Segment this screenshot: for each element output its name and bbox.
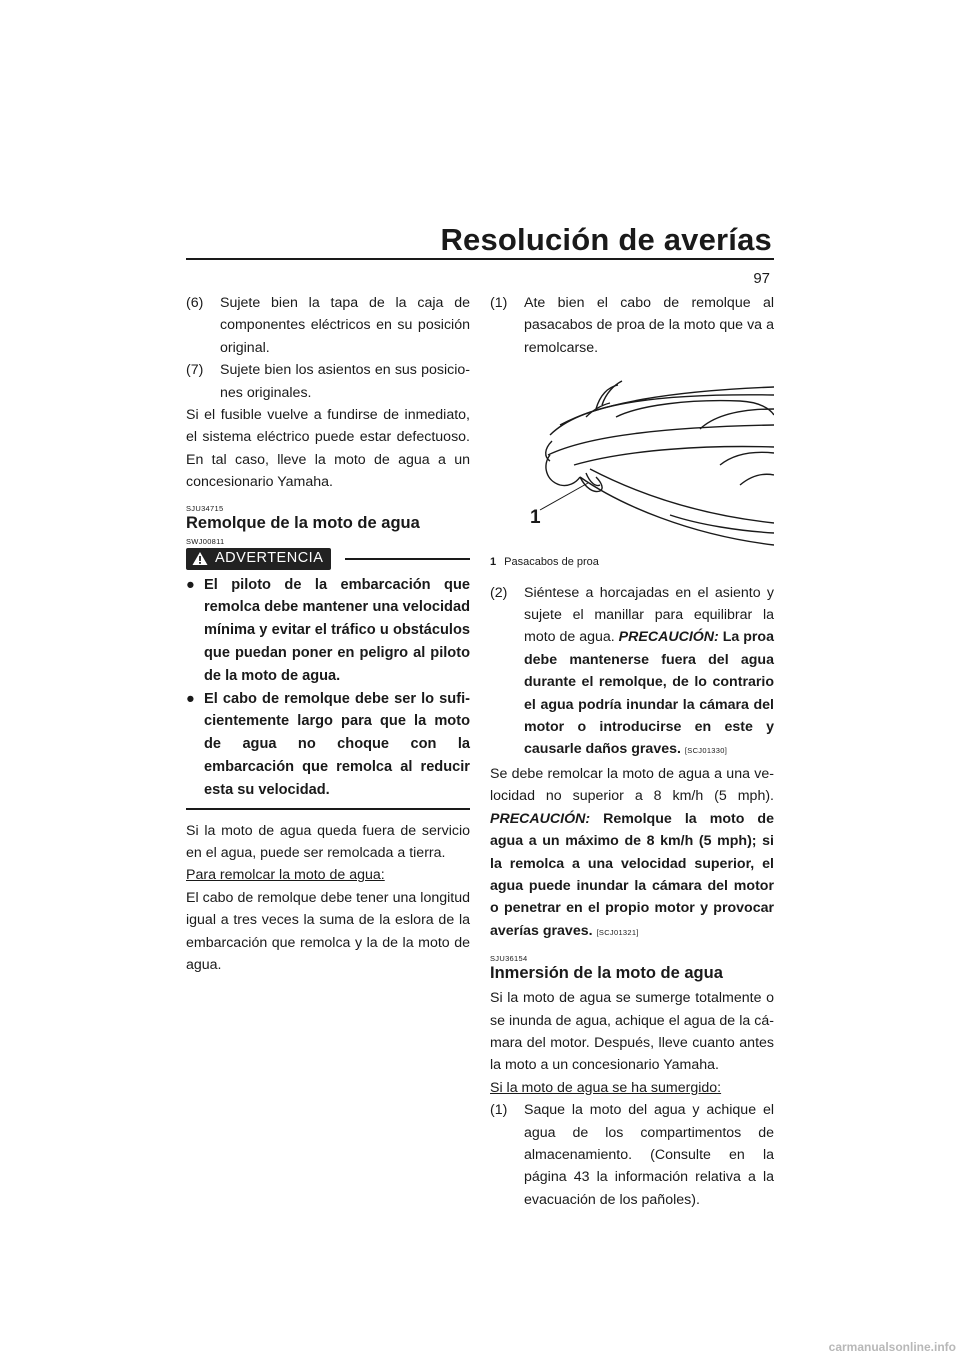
watercraft-bow-illustration <box>490 365 774 551</box>
warning-badge: ADVERTENCIA <box>186 548 331 570</box>
subheading: Si la moto de agua se ha sumergido: <box>490 1079 722 1096</box>
caution-code: [SCJ01321] <box>596 927 639 937</box>
warning-end-rule <box>186 808 470 810</box>
warning-bullet: ● El piloto de la embarcación que remolca debe mantener una velocidad mínima y evitar el tráfico u obstáculos que puedan poner en peligro al piloto de la moto de agua. <box>186 574 470 688</box>
warning-box <box>186 574 470 810</box>
section-heading: Inmersión de la moto de agua <box>490 964 723 983</box>
warning-triangle-icon <box>192 551 208 566</box>
warning-header <box>186 548 470 570</box>
list-item: (1) Saque la moto del agua y achique el agua de los compartimentos de almacenamiento. (Consulte en la página 43 la información relativa a la evacuación de los pañoles). <box>490 1102 774 1208</box>
list-item: (2) Siéntese a horcajadas en el asiento y sujete el manillar para equilibrar la moto de agua. PRECAUCIÓN: La proa debe mantenerse fuera del agua durante el remolque, de lo contrario el agua podría inundar la cámara del motor o introducirse en este y causarle daños graves. [SCJ01330] <box>490 584 774 758</box>
section-code: SJU34715 <box>186 503 224 513</box>
bow-eye-figure <box>490 365 774 551</box>
paragraph: Se debe remolcar la moto de agua a una velocidad no superior a 8 km/h (5 mph). PRECAUCIÓN: Remolque la moto de agua a un máximo de 8 km/h (5 mph); si la remolca a una velocidad superior, el agua puede inundar la cámara del motor o penetrar en el propio motor y provocar averías graves. [SCJ01321] <box>490 765 774 939</box>
list-item: (6) Sujete bien la tapa de la caja de componentes eléctricos en su posición original. <box>186 295 470 356</box>
subheading: Para remolcar la moto de agua: <box>186 867 385 884</box>
bullet-icon: ● <box>186 690 195 707</box>
watermark: carmanualsonline.info <box>828 1340 956 1354</box>
caution-code: [SCJ01330] <box>684 746 728 756</box>
figure-callout: 1 <box>530 507 541 529</box>
section-code: SJU36154 <box>490 954 528 964</box>
bullet-icon: ● <box>186 576 195 593</box>
warning-code: SWJ00811 <box>186 536 225 546</box>
list-item: (7) Sujete bien los asientos en sus posiciones originales. <box>186 362 470 401</box>
list-item: (1) Ate bien el cabo de remolque al pasacabos de proa de la moto que va a remolcarse. <box>490 295 774 356</box>
paragraph: Si el fusible vuelve a fundirse de inmediato, el sistema eléctrico puede estar defectuoso. En tal caso, lleve la moto de agua a un concesionario Yamaha. <box>186 407 470 491</box>
left-column <box>186 292 470 976</box>
caution-label: PRECAUCIÓN: <box>490 810 591 827</box>
paragraph: Si la moto de agua queda fuera de servicio en el agua, puede ser remolcada a tierra. <box>186 822 470 862</box>
warning-rule <box>345 558 470 560</box>
page-number: 97 <box>753 270 770 287</box>
figure-caption: 1 Pasacabos de proa <box>490 556 599 569</box>
warning-bullet: ● El cabo de remolque debe ser lo suficientemente largo para que la moto de agua no choque con la embarcación que remolca al reducir esta su velocidad. <box>186 688 470 802</box>
right-column <box>490 292 774 1211</box>
section-heading: Remolque de la moto de agua <box>186 513 420 532</box>
page-title: Resolución de averías <box>440 222 772 257</box>
header-rule <box>186 258 774 260</box>
paragraph: Si la moto de agua se sumerge totalmente o se inunda de agua, achique el agua de la cámara del motor. Después, lleve cuanto antes la moto a un concesionario Yamaha. <box>490 990 774 1074</box>
caution-label: PRECAUCIÓN: <box>618 629 719 646</box>
paragraph: El cabo de remolque debe tener una longitud igual a tres veces la suma de la eslora de la embarcación que remolca y la de la moto de agua. <box>186 889 470 974</box>
